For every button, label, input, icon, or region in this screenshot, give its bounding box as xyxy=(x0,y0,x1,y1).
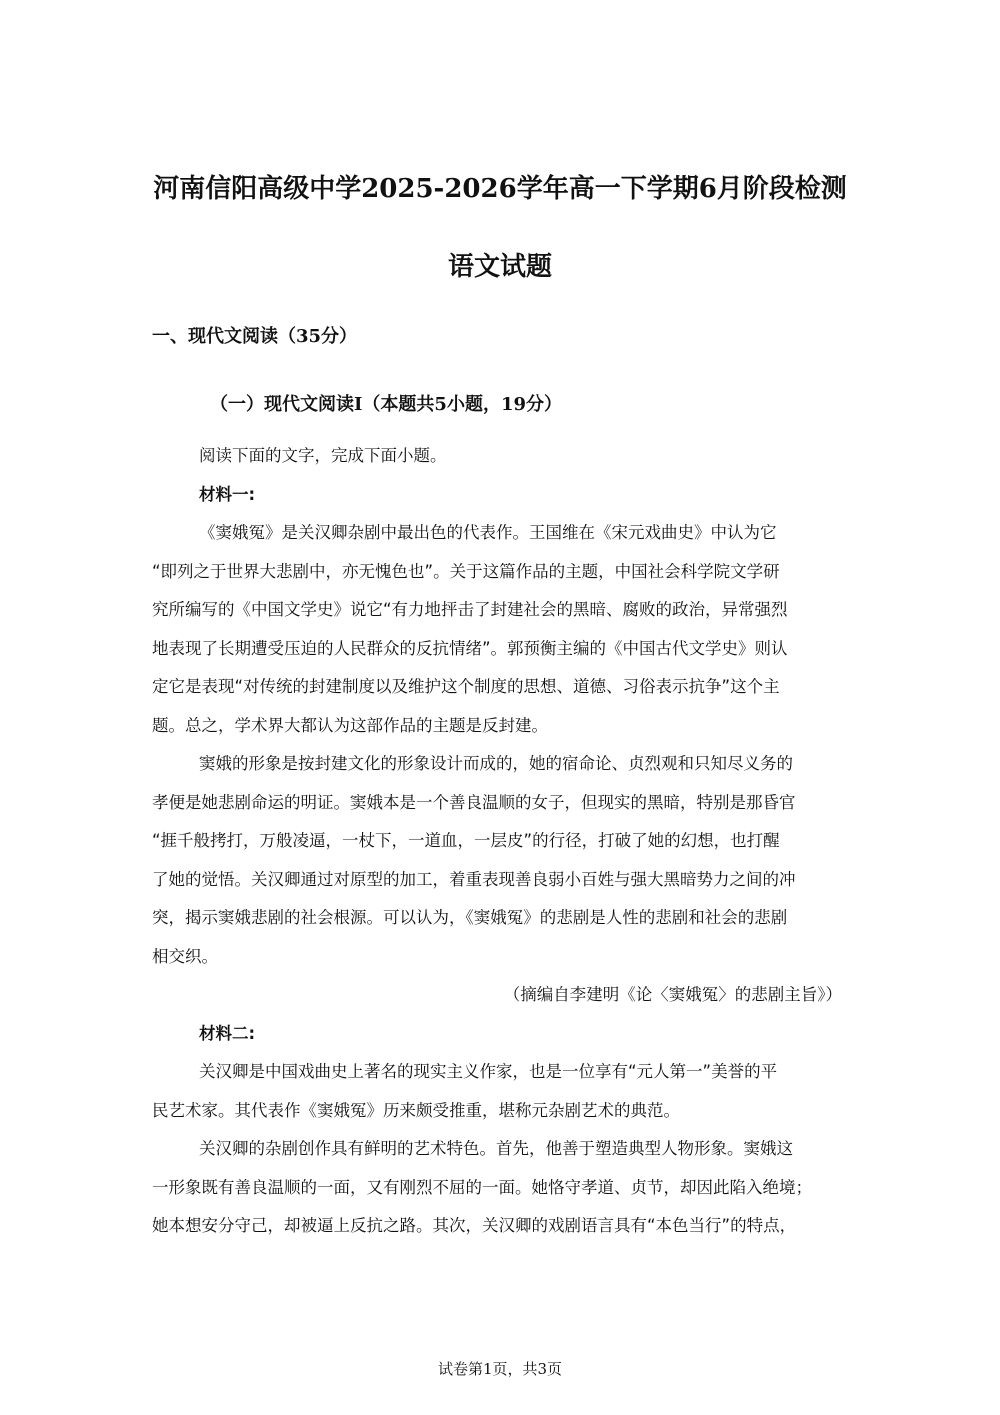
page-footer: 试卷第1页，共3页 xyxy=(437,1360,563,1378)
instruction-text: 阅读下面的文字，完成下面小题。 xyxy=(199,446,447,465)
exam-title: 河南信阳高级中学2025-2026学年高一下学期6月阶段检测 xyxy=(153,174,847,204)
material-1-source: （摘编自李建明《论〈窦娥冤〉的悲剧主旨》） xyxy=(503,985,842,1004)
paragraph-line: “捱千般拷打，万般凌逼，一杖下，一道血，一层皮”的行径，打破了她的幻想，也打醒 xyxy=(152,831,780,850)
subsection-heading: （一）现代文阅读I（本题共5小题，19分） xyxy=(210,394,562,415)
reading-body xyxy=(152,437,842,1246)
paragraph-line: “即列之于世界大悲剧中，亦无愧色也”。关于这篇作品的主题，中国社会科学院文学研 xyxy=(152,561,780,581)
paragraph-line: 定它是表现“对传统的封建制度以及维护这个制度的思想、道德、习俗表示抗争”这个主 xyxy=(152,677,780,696)
paragraph-line: 民艺术家。其代表作《窦娥冤》历来颇受推重，堪称元杂剧艺术的典范。 xyxy=(152,1100,680,1120)
section-heading: 一、现代文阅读（35分） xyxy=(152,326,358,347)
paragraph-line: 孝便是她悲剧命运的明证。窦娥本是一个善良温顺的女子，但现实的黑暗，特别是那昏官 xyxy=(152,792,796,812)
paragraph-line: 窦娥的形象是按封建文化的形象设计而成的，她的宿命论、贞烈观和只知尽义务的 xyxy=(199,754,793,773)
material-2-label: 材料二: xyxy=(199,1023,256,1043)
paragraph-line: 关汉卿是中国戏曲史上著名的现实主义作家，也是一位享有“元人第一”美誉的平 xyxy=(199,1062,778,1081)
paragraph-line: 突，揭示窦娥悲剧的社会根源。可以认为，《窦娥冤》的悲剧是人性的悲剧和社会的悲剧 xyxy=(152,908,788,927)
paragraph-line: 题。总之，学术界大都认为这部作品的主题是反封建。 xyxy=(152,715,548,735)
material-2-paragraph-1 xyxy=(152,1053,842,1130)
paragraph-line: 《窦娥冤》是关汉卿杂剧中最出色的代表作。王国维在《宋元戏曲史》中认为它 xyxy=(199,523,777,542)
material-1-label: 材料一: xyxy=(199,484,256,504)
paragraph-line: 了她的觉悟。关汉卿通过对原型的加工，着重表现善良弱小百姓与强大黑暗势力之间的冲 xyxy=(152,869,796,889)
paragraph-line: 关汉卿的杂剧创作具有鲜明的艺术特色。首先，他善于塑造典型人物形象。窦娥这 xyxy=(199,1139,793,1158)
paragraph-line: 究所编写的《中国文学史》说它“有力地抨击了封建社会的黑暗、腐败的政治，异常强烈 xyxy=(152,600,788,619)
paragraph-line: 一形象既有善良温顺的一面，又有刚烈不屈的一面。她恪守孝道、贞节，却因此陷入绝境； xyxy=(152,1177,812,1197)
paragraph-line: 她本想安分守己，却被逼上反抗之路。其次，关汉卿的戏剧语言具有“本色当行”的特点， xyxy=(152,1216,797,1235)
paragraph-line: 相交织。 xyxy=(152,946,218,966)
paragraph-line: 地表现了长期遭受压迫的人民群众的反抗情绪”。郭预衡主编的《中国古代文学史》则认 xyxy=(152,638,788,658)
material-1-paragraph-1 xyxy=(152,514,842,745)
material-1-paragraph-2 xyxy=(152,745,842,976)
material-2-paragraph-2 xyxy=(152,1130,842,1246)
exam-subject-title: 语文试题 xyxy=(447,252,552,282)
